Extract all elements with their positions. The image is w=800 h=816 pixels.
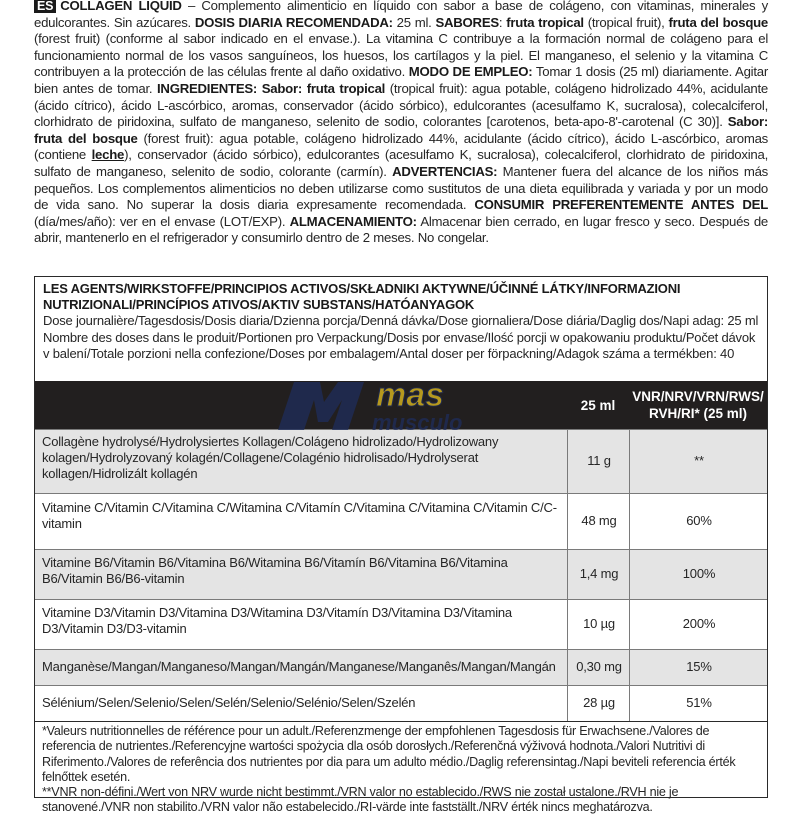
nutrient-name: Vitamine C/Vitamin C/Vitamina C/Witamina C/Vitamín C/Vitamina C/Vitamina C/Vitamin C/C-vitamin [42, 500, 557, 532]
ingredients-label: INGREDIENTES: Sabor: fruta tropical [157, 80, 386, 96]
table-footnotes [35, 721, 767, 815]
flavor-forest: fruta del bosque [668, 14, 769, 30]
nutrient-nrv: 100% [629, 550, 768, 599]
allergen-milk: leche [91, 147, 125, 163]
flavor-tropical: fruta tropical [506, 14, 584, 30]
nrv-column-header: VNR/NRV/VRN/RWS/ RVH/RI* (25 ml) [632, 389, 764, 421]
spanish-label-text: ES COLLAGEN LIQUID – Complemento alimenticio en líquido con sabor a base de colágeno, con vitaminas, minerales y edulcorantes. Sin azúcares. DOSIS DIARIA RECOMENDADA: 25 ml. SABORES: fruta tropical (tropical fruit), fruta del bosque (forest fruit) (conforme al sabor indicado en el envase.). La vitamina C contribuye a la formación normal de colágeno para el funcionamiento normal de los vasos sanguíneos, los huesos, los cartílagos y la piel. El manganeso, el selenio y la vitamina C contribuyen a la protección de las células frente al daño oxidativo. MODO DE EMPLEO: Tomar 1 dosis (25 ml) diariamente. Agitar bien antes de tomar. INGREDIENTES: Sabor: fruta tropical (tropical fruit): agua potable, colágeno hidrolizado 44%, acidulante (ácido cítrico), ácido L-ascórbico, aromas, conservador (ácido sórbico), edulcorantes (acesulfamo K, sucralosa), colecalciferol, clorhidrato de piridoxina, sulfato de manganeso, selenito de sodio, colorantes [carotenos, beta-apo-8'-carotenal (C 30)]. Sabor: fruta del bosque (forest fruit): agua potable, colágeno hidrolizado 44%, acidulante (ácido cítrico), ácido L-ascórbico, aromas (contiene leche), conservador (ácido sórbico), edulcorantes (acesulfamo K, sucralosa), colecalciferol, clorhidrato de piridoxina, sulfato de manganeso, selenito de sodio, colorante (carmín). ADVERTENCIAS: Mantener fuera del alcance de los niños más pequeños. Los complementos alimenticios no deben utilizarse como sustitutos de una dieta equilibrada y variada y por un modo de vida sano. No superar la dosis diaria expresamente recomendada. CONSUMIR PREFERENTEMENTE ANTES DEL (día/mes/año): ver en el envase (LOT/EXP). ALMACENAMIENTO: Almacenar bien cerrado, en lugar fresco y seco. Después de abrir, mantenerlo en el refrigerador y consumirlo dentro de 2 meses. No congelar. [34, 0, 769, 246]
footnote-reference-values: *Valeurs nutritionnelles de référence pour un adult./Referenzmenge der empfohlenen Tagesdosis für Erwachsene./Valores de referencia de nutrientes./Referencyjne wartości spożycia dla osób dorosłych./Referenčná výživová hodnota./Valori Nutritivi di Riferimento./Valores de referência dos nutrientes por dia para um adulto médio./Daglig referensintag./Napi beviteli referencia érték felnőttek esetén. [42, 724, 736, 784]
nutrition-table [34, 276, 768, 815]
nutrient-name: Sélénium/Selen/Selenio/Selen/Selén/Selenio/Selénio/Selen/Szelén [42, 695, 416, 710]
nutrient-nrv: 51% [629, 686, 768, 721]
table-row-vitamin-d3 [35, 599, 767, 649]
table-row-vitamin-b6 [35, 549, 767, 599]
nutrient-amount: 11 g [567, 430, 630, 493]
watermark-text-top: mas [376, 376, 445, 414]
language-tag: ES [34, 0, 56, 13]
nutrient-name: Vitamine D3/Vitamin D3/Vitamina D3/Witamina D3/Vitamín D3/Vitamina D3/Vitamina D3/Vitamin D3/D3-vitamin [42, 605, 512, 637]
nutrient-name: Collagène hydrolysé/Hydrolysiertes Kollagen/Colágeno hidrolizado/Hydrolizowany kolagen/Hydrolyzovaný kolagén/Collagene/Colagénio hidrolisado/Hydrolyserat kollagen/Hidrolizált kollagén [42, 434, 499, 482]
storage-label: ALMACENAMIENTO: [289, 213, 417, 229]
best-before-label: CONSUMIR PREFERENTEMENTE ANTES DEL [474, 197, 769, 213]
flavors-label: SABORES [435, 14, 499, 30]
watermark-logo [272, 372, 532, 436]
footnote-nrv-undefined: **VNR non-défini./Wert von NRV wurde nicht bestimmt./VRN valor no establecido./RWS nie został ustalone./RVH nie je stanovené./VNR non stabilito./VRN valor não estabelecido./RI-värde inte fastställt./NRV érték nincs meghatározva. [42, 785, 679, 815]
nutrient-nrv: 15% [629, 650, 768, 685]
nutrient-amount: 0,30 mg [567, 650, 630, 685]
nutrient-amount: 10 µg [567, 600, 630, 649]
servings-line: Nombre des doses dans le produit/Portionen pro Verpackung/Dosis por envase/Ilość porcji w opakowaniu produktu/Počet dávok v balení/Totale porzioni nella confezione/Doses por embalagem/Antal doser per förpackning/Adagok száma a termékben: 40 [43, 329, 756, 361]
nutrient-amount: 1,4 mg [567, 550, 630, 599]
table-title: LES AGENTS/WIRKSTOFFE/PRINCIPIOS ACTIVOS/SKŁADNIKI AKTYWNE/ÚČINNÉ LÁTKY/INFORMAZIONI NUTRIZIONALI/PRINCÍPIOS ATIVOS/AKTIV SUBSTANS/HATÓANYAGOK [43, 281, 681, 313]
warnings-label: ADVERTENCIAS: [392, 163, 498, 179]
table-row-selenium [35, 685, 767, 721]
table-row-collagen [35, 429, 767, 493]
table-row-vitamin-c [35, 493, 767, 549]
table-header-info [35, 277, 767, 381]
table-row-manganese [35, 649, 767, 685]
nutrient-name: Vitamine B6/Vitamin B6/Vitamina B6/Witamina B6/Vitamín B6/Vitamina B6/Vitamina B6/Vitamin B6/B6-vitamin [42, 555, 508, 587]
dose-label: DOSIS DIARIA RECOMENDADA: [194, 14, 393, 30]
amount-column-header: 25 ml [580, 397, 616, 413]
nutrient-nrv: 60% [629, 494, 768, 549]
nutrient-nrv: 200% [629, 600, 768, 649]
flavor2-ingredients-label: Sabor: fruta del bosque [34, 114, 768, 146]
daily-dose-line: Dose journalière/Tagesdosis/Dosis diaria/Dzienna porcja/Denná dávka/Dose giornaliera/Dose diária/Daglig dos/Napi adag: 25 ml [43, 313, 759, 329]
nutrient-nrv: ** [629, 430, 768, 493]
watermark-m-mark [278, 382, 364, 430]
nutrient-name: Manganèse/Mangan/Manganeso/Mangan/Mangán/Manganese/Manganês/Mangan/Mangán [42, 659, 556, 674]
watermark-text-bottom: musculo [372, 410, 463, 435]
product-name: COLLAGEN LIQUID [60, 0, 182, 13]
usage-label: MODO DE EMPLEO: [408, 64, 533, 80]
nutrient-amount: 28 µg [567, 686, 630, 721]
nutrient-amount: 48 mg [567, 494, 630, 549]
